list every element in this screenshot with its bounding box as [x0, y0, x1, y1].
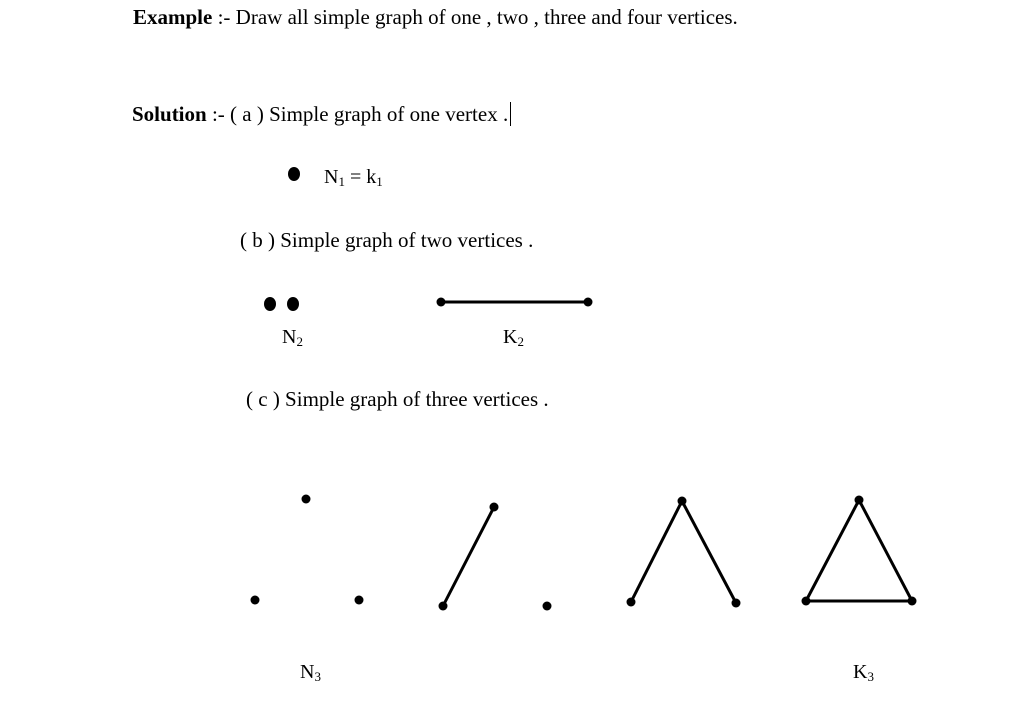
graph-k3 [802, 496, 917, 606]
graph-n2 [264, 297, 299, 311]
vertex [355, 596, 364, 605]
example-label: Example [133, 5, 213, 29]
vertex [439, 602, 448, 611]
vertex [543, 602, 552, 611]
graph-n1 [288, 167, 300, 181]
vertex [288, 167, 300, 181]
example-text: :- Draw all simple graph of one , two , three and four vertices. [212, 5, 738, 29]
vertex [490, 503, 499, 512]
edge [859, 500, 912, 601]
graph-k2 [437, 298, 593, 307]
vertex [855, 496, 864, 505]
part-b-heading: ( b ) Simple graph of two vertices . [240, 228, 534, 252]
graph-n3 [251, 495, 364, 605]
edge [682, 501, 736, 603]
graph-path [627, 497, 741, 608]
label-n3: $N_3$ [300, 661, 321, 684]
vertex [802, 597, 811, 606]
vertex [732, 599, 741, 608]
vertex [302, 495, 311, 504]
label-n2: $N_2$ [282, 326, 303, 349]
edge [806, 500, 859, 601]
vertex [584, 298, 593, 307]
edge [631, 501, 682, 602]
vertex [908, 597, 917, 606]
label-n1-equals-k1: $N_1 = k_1$ [324, 166, 383, 189]
vertex [251, 596, 260, 605]
solution-label: Solution [132, 102, 207, 126]
vertex [264, 297, 276, 311]
vertex [627, 598, 636, 607]
vertex [287, 297, 299, 311]
graph-one-edge [439, 503, 552, 611]
vertex [437, 298, 446, 307]
label-k3: $K_3$ [853, 661, 874, 684]
vertex [678, 497, 687, 506]
part-c-heading: ( c ) Simple graph of three vertices . [246, 387, 549, 411]
solution-text: :- ( a ) Simple graph of one vertex . [206, 102, 509, 126]
edge [443, 507, 494, 606]
label-k2: $K_2$ [503, 326, 524, 349]
